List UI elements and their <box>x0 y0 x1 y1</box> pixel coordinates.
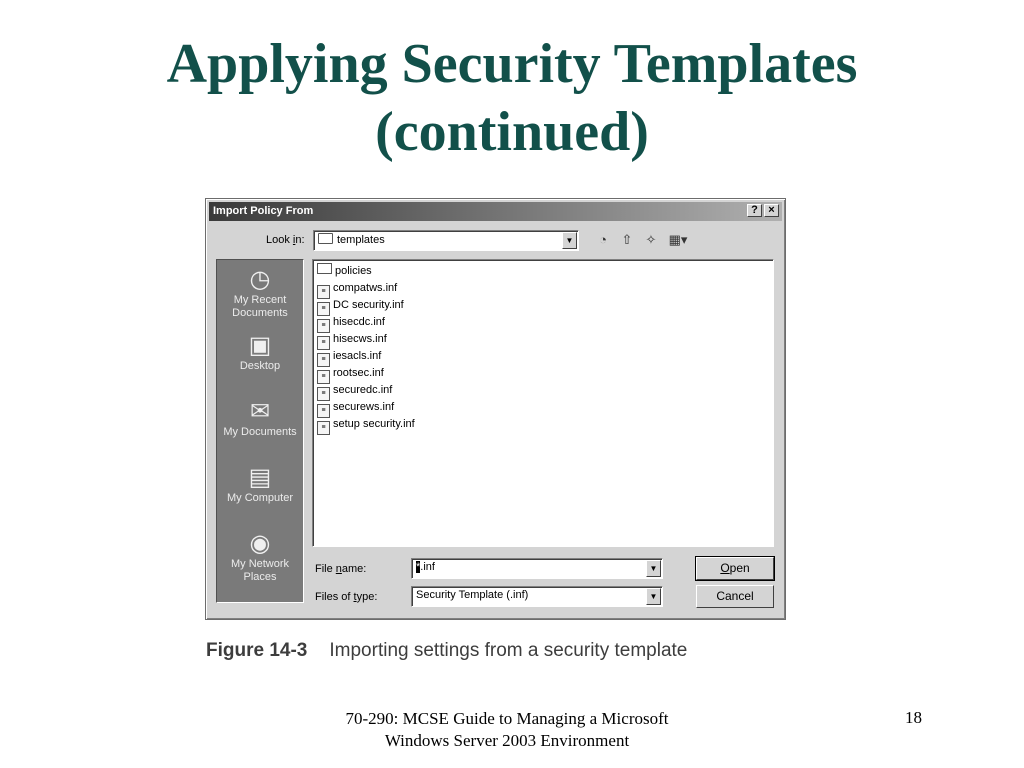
inf-file-icon: ≡ <box>317 336 330 350</box>
folder-icon <box>318 233 333 244</box>
list-item[interactable]: policies <box>317 263 372 279</box>
list-item[interactable]: ≡ setup security.inf <box>317 416 415 432</box>
inf-file-icon: ≡ <box>317 302 330 316</box>
list-item[interactable]: ≡ iesacls.inf <box>317 348 381 364</box>
view-menu-icon[interactable]: ▦▾ <box>668 232 688 247</box>
place-desktop[interactable]: ▣ Desktop <box>239 332 281 372</box>
up-folder-icon[interactable]: ⇧ <box>621 232 633 247</box>
cancel-button[interactable]: Cancel <box>696 585 774 608</box>
inf-file-icon: ≡ <box>317 421 330 435</box>
file-list[interactable] <box>312 259 774 547</box>
list-item[interactable]: ≡ compatws.inf <box>317 280 397 296</box>
dialog-titlebar[interactable] <box>209 202 782 221</box>
inf-file-icon: ≡ <box>317 370 330 384</box>
place-my-computer[interactable]: ▤ My Computer <box>226 464 294 504</box>
list-item[interactable]: ≡ securedc.inf <box>317 382 392 398</box>
file-type-value: Security Template (.inf) <box>416 589 529 601</box>
dialog-title: Import Policy From <box>213 205 314 217</box>
list-item[interactable]: ≡ securews.inf <box>317 399 394 415</box>
footer-line-1: 70-290: MCSE Guide to Managing a Microsoft <box>345 709 669 728</box>
file-name-label: File name: <box>315 563 367 575</box>
network-places-icon: ◉ <box>249 530 271 557</box>
look-in-value: templates <box>337 234 385 246</box>
place-my-documents[interactable]: ✉ My Documents <box>223 398 297 438</box>
inf-file-icon: ≡ <box>317 353 330 367</box>
my-computer-icon: ▤ <box>248 464 272 491</box>
close-button[interactable]: × <box>764 204 779 217</box>
import-policy-dialog <box>205 198 786 620</box>
footer-line-2: Windows Server 2003 Environment <box>384 731 630 750</box>
inf-file-icon: ≡ <box>317 387 330 401</box>
chevron-down-icon[interactable]: ▼ <box>646 588 661 605</box>
figure-number: Figure 14-3 <box>206 640 308 661</box>
file-type-label: Files of type: <box>315 591 378 603</box>
back-icon[interactable]: ◔ <box>599 232 607 247</box>
inf-file-icon: ≡ <box>317 285 330 299</box>
figure-caption <box>206 640 687 662</box>
look-in-label: Look in: <box>266 234 305 246</box>
file-type-select[interactable] <box>411 586 663 607</box>
look-in-dropdown[interactable] <box>313 230 579 251</box>
list-item[interactable]: ≡ hisecdc.inf <box>317 314 385 330</box>
slide-footer <box>312 708 702 752</box>
chevron-down-icon[interactable]: ▼ <box>646 560 661 577</box>
open-button[interactable]: Open <box>696 557 774 580</box>
file-name-input[interactable]: *.inf ▼ <box>411 558 663 579</box>
new-folder-icon[interactable]: ✧ <box>645 232 657 247</box>
list-item[interactable]: ≡ hisecws.inf <box>317 331 387 347</box>
list-item[interactable]: ≡ DC security.inf <box>317 297 404 313</box>
inf-file-icon: ≡ <box>317 319 330 333</box>
title-line-1: Applying Security Templates <box>166 33 858 95</box>
help-button[interactable]: ? <box>747 204 762 217</box>
page-number: 18 <box>905 708 922 727</box>
inf-file-icon: ≡ <box>317 404 330 418</box>
my-documents-icon: ✉ <box>249 398 271 425</box>
chevron-down-icon[interactable]: ▼ <box>562 232 577 249</box>
folder-icon <box>317 263 332 274</box>
place-my-recent-documents[interactable]: ◷ My Recent Documents <box>232 266 288 319</box>
title-line-2: (continued) <box>375 101 649 163</box>
caption-text: Importing settings from a security template <box>329 640 688 661</box>
list-item[interactable]: ≡ rootsec.inf <box>317 365 384 381</box>
recent-documents-icon: ◷ <box>249 266 271 293</box>
place-my-network-places[interactable]: ◉ My Network Places <box>230 530 290 583</box>
places-bar <box>216 259 304 603</box>
slide-title <box>0 30 1024 166</box>
desktop-icon: ▣ <box>248 332 272 359</box>
